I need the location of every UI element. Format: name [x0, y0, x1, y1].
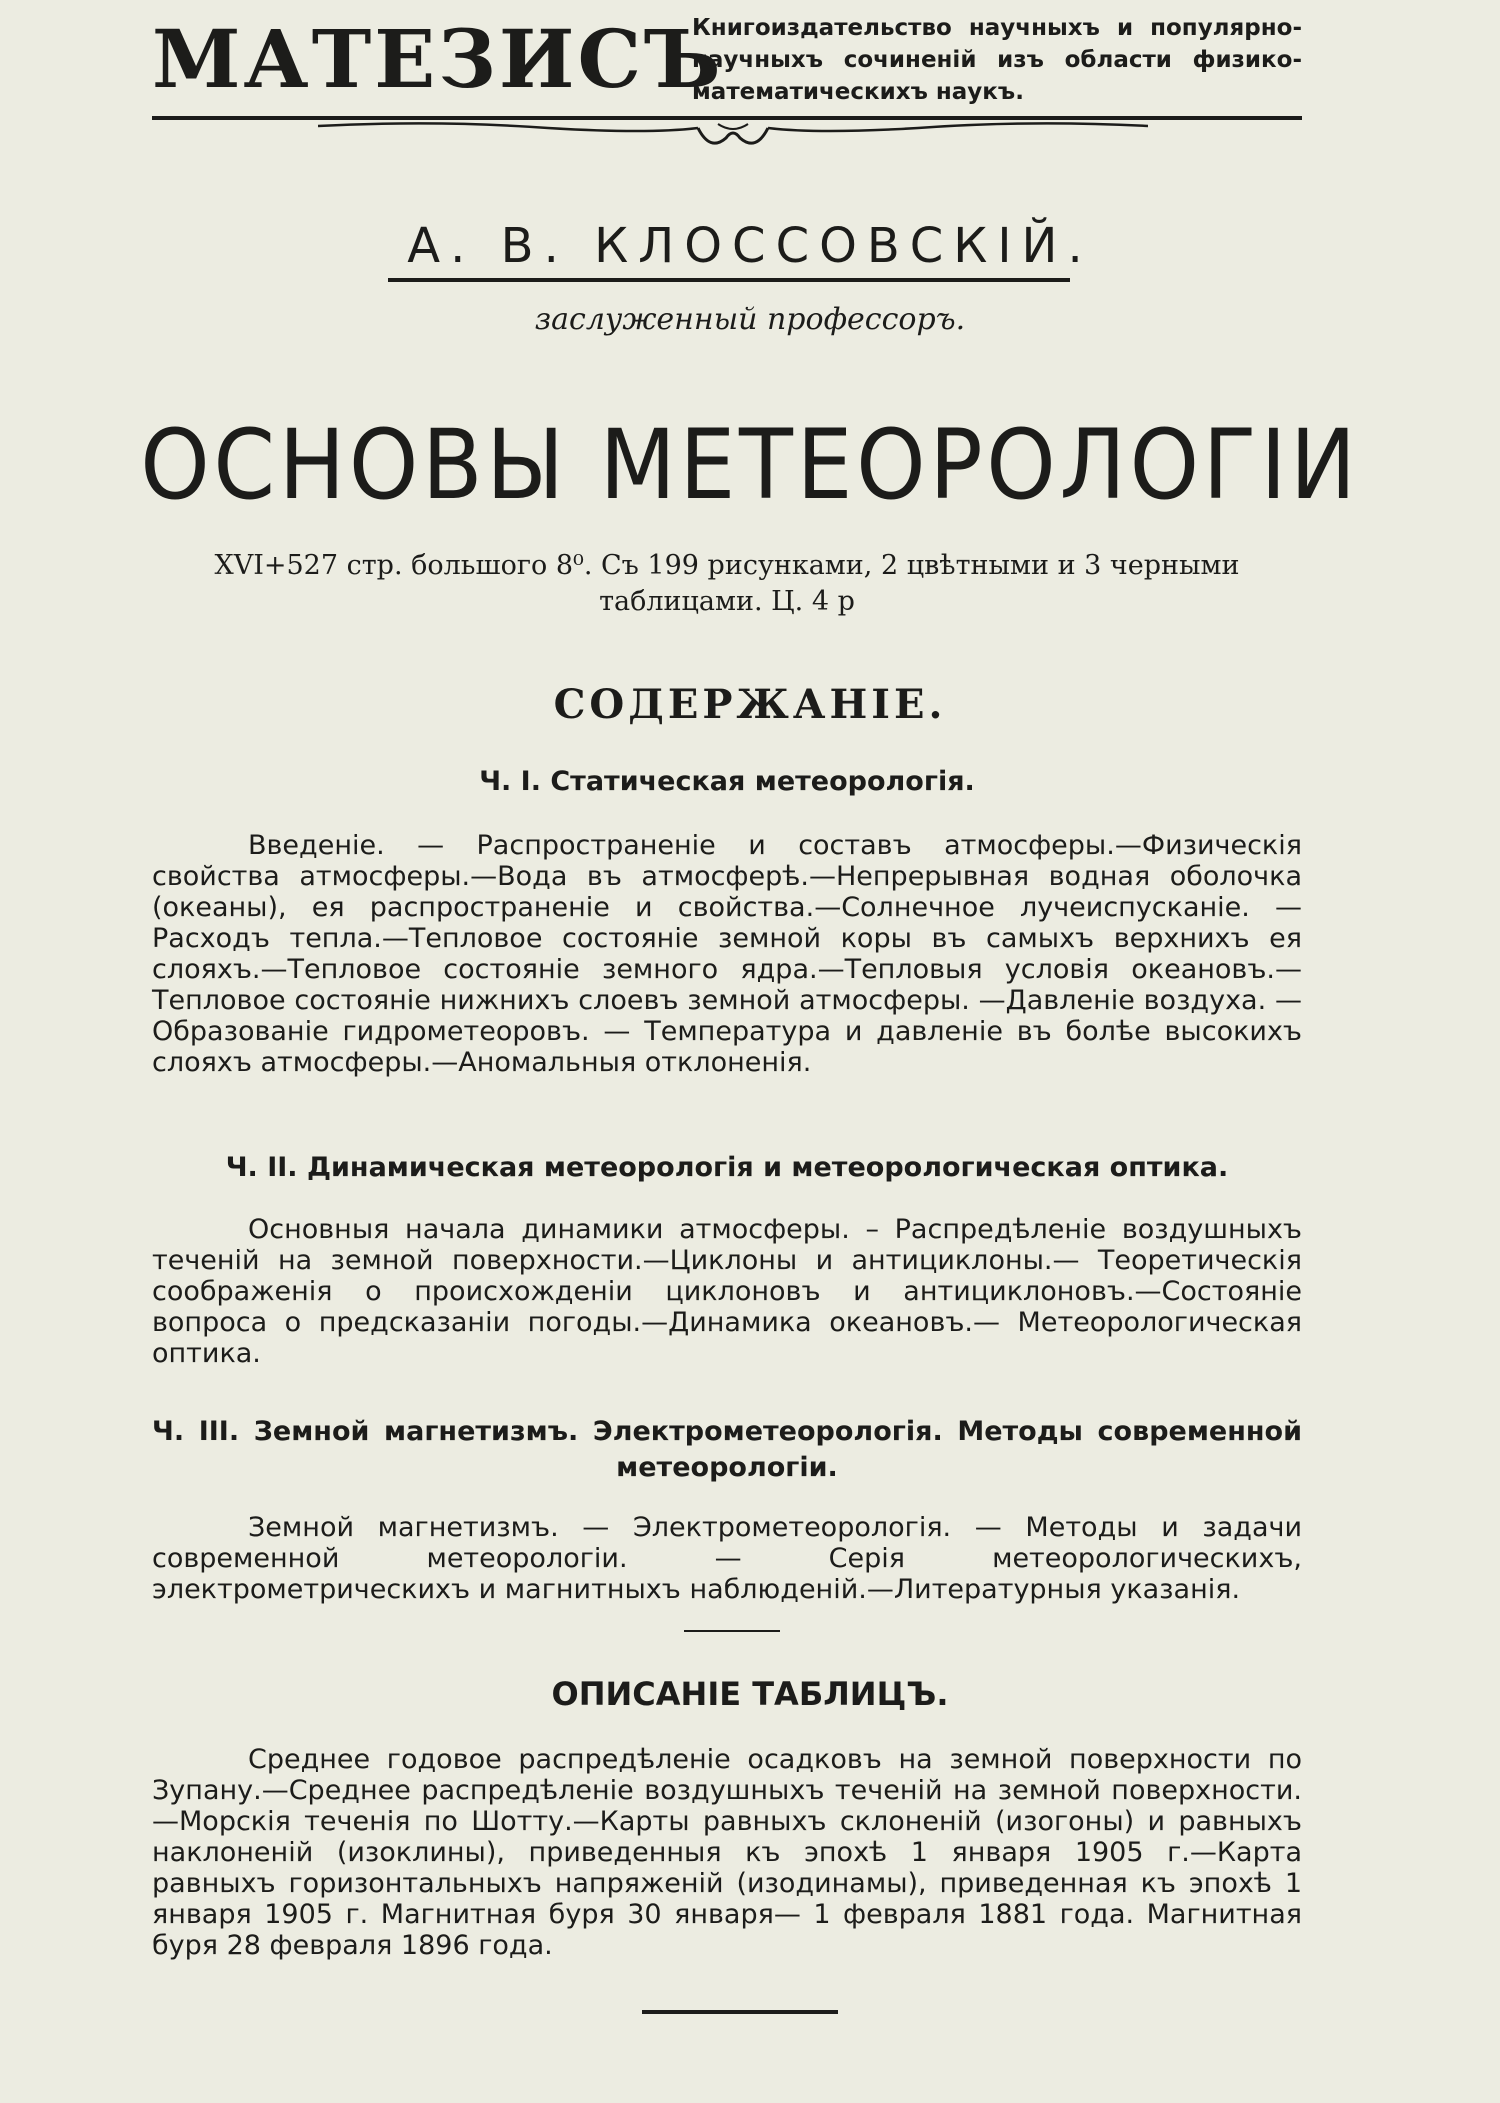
publisher-name: МАТЕЗИСЪ: [152, 12, 724, 106]
part-1-heading: Ч. I. Статическая метеорологія.: [479, 766, 975, 797]
publisher-description: Книгоиздательство научныхъ и популярно-научныхъ сочиненій изъ области физико-математическихъ наукъ.: [692, 15, 1302, 105]
book-title: ОСНОВЫ МЕТЕОРОЛОГІИ: [140, 409, 1360, 521]
tables-heading: ОПИСАНІЕ ТАБЛИЦЪ.: [551, 1675, 949, 1713]
section-divider: [684, 1630, 780, 1632]
contents-heading: СОДЕРЖАНІЕ.: [553, 681, 947, 728]
part-2-text: Основныя начала динамики атмосферы. – Распредѣленіе воздушныхъ теченій на земной поверхности.—Циклоны и антициклоны.— Теоретическія соображенія о происхожденіи циклоновъ и антициклоновъ.—Состояніе вопроса о предсказаніи погоды.—Динамика океановъ.— Метеорологическая оптика.: [152, 1214, 1302, 1369]
author-name: А. В. КЛОССОВСКІЙ.: [407, 218, 1093, 274]
book-info: XVI+527 стр. большого 8⁰. Съ 199 рисунками, 2 цвѣтными и 3 черными таблицами. Ц. 4 р: [214, 550, 1240, 617]
tables-text: Среднее годовое распредѣленіе осадковъ на земной поверхности по Зупану.—Среднее распредѣленіе воздушныхъ теченій на земной поверхности.—Морскія теченія по Шотту.—Карты равныхъ склоненій (изогоны) и равныхъ наклоненій (изоклины), приведенныя къ эпохѣ 1 января 1905 г.—Карта равныхъ горизонтальныхъ напряженій (изодинамы), приведенная къ эпохѣ 1 января 1905 г. Магнитная буря 30 января— 1 февраля 1881 года. Магнитная буря 28 февраля 1896 года.: [152, 1744, 1302, 1961]
author-underline: [388, 278, 1070, 282]
part-2-heading: Ч. II. Динамическая метеорологія и метеорологическая оптика.: [225, 1152, 1229, 1183]
part-3-text: Земной магнетизмъ. — Электрометеорологія. — Методы и задачи современной метеорологіи. — Серія метеорологическихъ, электрометрическихъ и магнитныхъ наблюденій.—Литературныя указанія.: [152, 1512, 1302, 1605]
part-1-text: Введеніе. — Распространеніе и составъ атмосферы.—Физическія свойства атмосферы.—Вода въ атмосферѣ.—Непрерывная водная оболочка (океаны), ея распространеніе и свойства.—Солнечное лучеиспусканіе. — Расходъ тепла.—Тепловое состояніе земной коры въ самыхъ верхнихъ ея слояхъ.—Тепловое состояніе земного ядра.—Тепловыя условія океановъ.—Тепловое состояніе нижнихъ слоевъ земной атмосферы. —Давленіе воздуха. — Образованіе гидрометеоровъ. — Температура и давленіе въ болѣе высокихъ слояхъ атмосферы.—Аномальныя отклоненія.: [152, 830, 1302, 1078]
publisher-header: [152, 8, 1302, 108]
author-title: заслуженный профессоръ.: [534, 302, 966, 337]
part-3-heading: Ч. III. Земной магнетизмъ. Электрометеорологія. Методы современной метеорологіи.: [152, 1416, 1302, 1483]
end-divider: [642, 2010, 838, 2014]
ornament-divider: [318, 118, 1148, 158]
